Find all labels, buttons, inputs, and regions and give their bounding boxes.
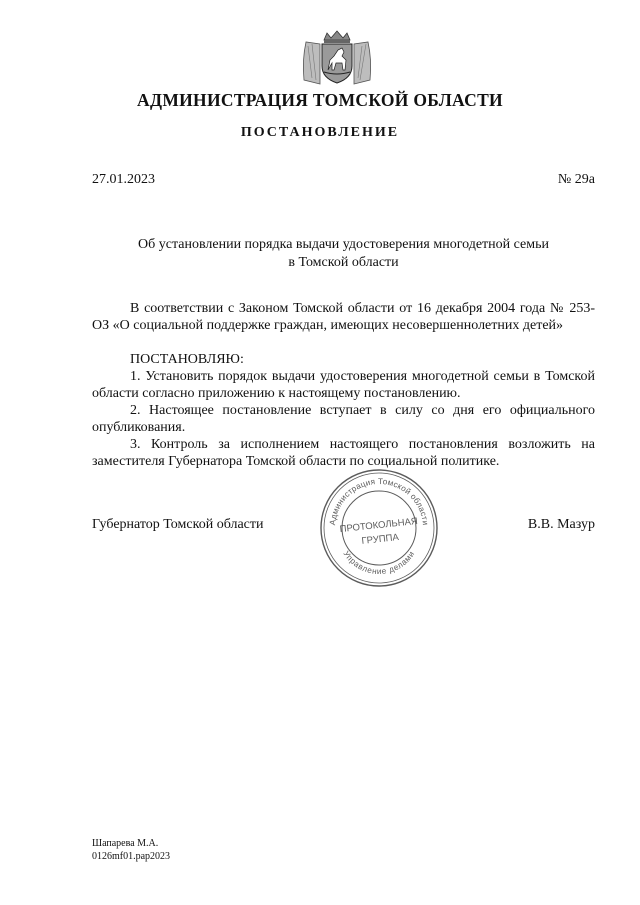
stamp-center-line-2: ГРУППА <box>361 532 400 547</box>
tomsk-coat-of-arms-icon <box>298 30 376 86</box>
list-item-text: 2. Настоящее постановление вступает в силу со дня его официального опубликования. <box>92 403 595 435</box>
list-item <box>92 402 595 436</box>
list-item <box>92 368 595 402</box>
executor-note <box>92 837 170 863</box>
preamble-text: В соответствии с Законом Томской области от 16 декабря 2004 года № 253-ОЗ «О социальной поддержке граждан, имеющих несовершеннолетних детей» <box>92 301 595 333</box>
title-line-1: Об установлении порядка выдачи удостоверения многодетной семьи <box>138 237 549 252</box>
title-line-2: в Томской области <box>288 255 399 270</box>
stamp-ring-top: Администрация Томской области <box>328 476 430 526</box>
stamp-center-line-1: ПРОТОКОЛЬНАЯ <box>339 515 419 536</box>
document-type: ПОСТАНОВЛЕНИЕ <box>240 125 400 140</box>
document-title <box>92 236 595 272</box>
stamp-ring-bottom: Управление делами <box>341 549 417 577</box>
executor-name: Шапарева М.А. <box>92 838 159 849</box>
signatory-name: В.В. Мазур <box>527 517 595 532</box>
svg-text:Управление делами <box>342 549 417 576</box>
organization-title: АДМИНИСТРАЦИЯ ТОМСКОЙ ОБЛАСТИ <box>137 90 503 110</box>
document-number: № 29а <box>557 172 595 187</box>
file-code: 0126mf01.pap2023 <box>92 851 171 862</box>
list-item-text: 1. Установить порядок выдачи удостоверения многодетной семьи в Томской области согласно приложению к настоящему постановлению. <box>92 369 595 401</box>
resolves-text: ПОСТАНОВЛЯЮ: <box>130 352 244 367</box>
signatory-position: Губернатор Томской области <box>92 517 264 532</box>
list-item-text: 3. Контроль за исполнением настоящего постановления возложить на заместителя Губернатора Томской области по социальной политике. <box>92 437 595 469</box>
document-date: 27.01.2023 <box>92 172 155 187</box>
official-stamp <box>318 467 440 589</box>
resolves-heading <box>92 351 595 368</box>
list-item <box>92 436 595 470</box>
preamble-paragraph <box>92 300 595 334</box>
